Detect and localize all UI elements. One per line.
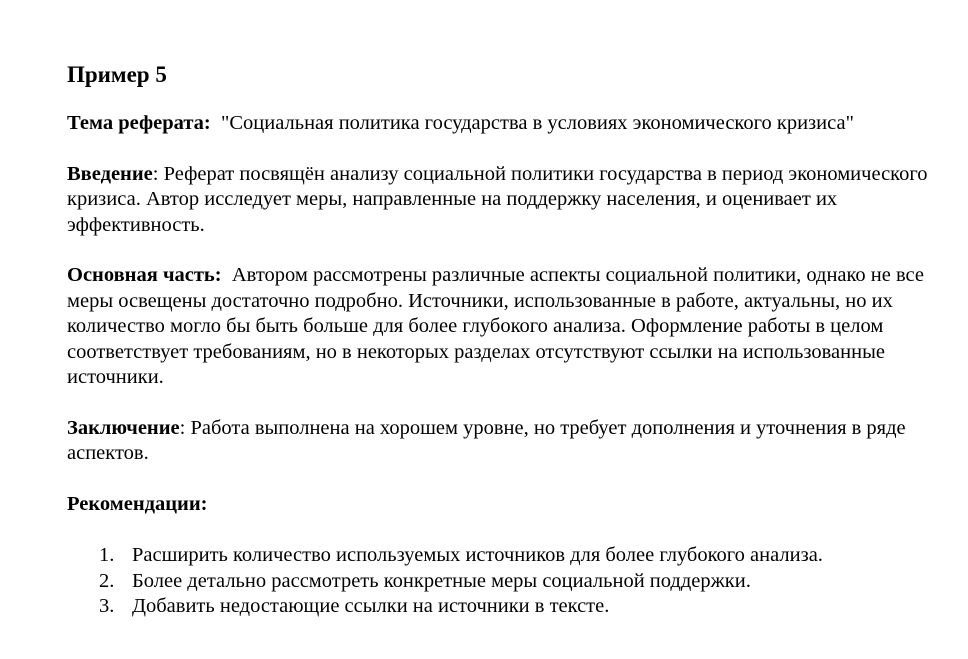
topic-paragraph [67, 111, 947, 137]
list-item-text: Более детально рассмотреть конкретные меры социальной поддержки. [132, 569, 751, 592]
list-item [67, 543, 947, 569]
recommendations-list [67, 543, 947, 620]
conclusion-paragraph [67, 416, 947, 467]
main-part-paragraph [67, 263, 947, 391]
list-item [67, 569, 947, 595]
list-item-number: 3. [99, 595, 115, 617]
conclusion-text: : Работа выполнена на хорошем уровне, но требует дополнения и уточнения в ряде аспектов. [67, 416, 906, 464]
introduction-text: : Реферат посвящён анализу социальной политики государства в период экономического кризиса. Автор исследует меры, направленные на поддержку населения, и оценивает их эффективность. [67, 162, 928, 236]
list-item-number: 2. [99, 569, 115, 592]
list-item-text: Добавить недостающие ссылки на источники в тексте. [132, 595, 610, 617]
conclusion-label: Заключение [67, 416, 180, 439]
introduction-label: Введение [67, 162, 153, 185]
list-item [67, 594, 947, 620]
document-title: Пример 5 [67, 62, 167, 87]
introduction-paragraph [67, 162, 947, 239]
main-part-label: Основная часть: [67, 264, 222, 286]
list-item-text: Расширить количество используемых источников для более глубокого анализа. [132, 544, 823, 566]
topic-label: Тема реферата: [67, 112, 211, 134]
recommendations-heading: Рекомендации: [67, 492, 208, 515]
topic-text: "Социальная политика государства в условиях экономического кризиса" [221, 112, 854, 134]
main-part-text: Автором рассмотрены различные аспекты социальной политики, однако не все меры освещены достаточно подробно. Источники, использованные в работе, актуальны, но их количество могло бы быть больше для более глубокого анализа. Оформление работы в целом соответствует требованиям, но в некоторых разделах отсутствуют ссылки на использованные источники. [67, 264, 925, 388]
document-page [67, 60, 947, 620]
list-item-number: 1. [99, 544, 115, 566]
